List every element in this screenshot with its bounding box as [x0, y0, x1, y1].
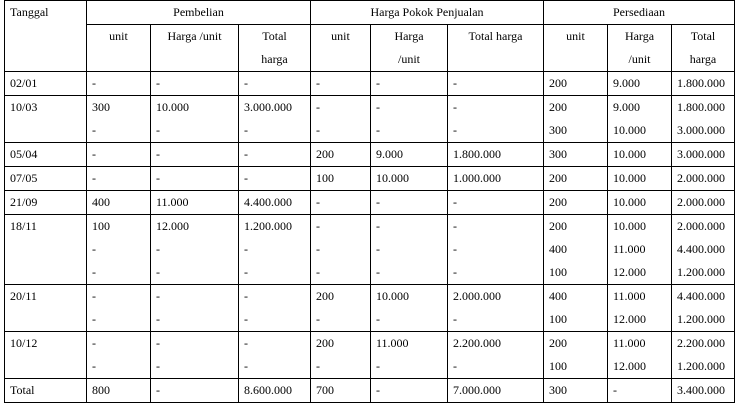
cell-pembelian-total [239, 96, 311, 143]
date-value: 10/12 [10, 336, 38, 350]
pembelian-unit-value: - [92, 76, 96, 90]
pembelian-total-value: - [244, 312, 248, 326]
pembelian-harga-value: - [156, 265, 160, 279]
cell-hpp-total [448, 379, 544, 403]
persediaan-unit-value: 300 [549, 383, 567, 397]
table-row [5, 285, 735, 332]
pembelian-total-value: - [244, 289, 248, 303]
hpp-unit-value: - [316, 123, 320, 137]
cell-persediaan-unit [544, 379, 608, 403]
header-hpp: Harga Pokok Penjualan [311, 1, 544, 25]
cell-date [5, 191, 87, 215]
cell-pembelian-harga [151, 72, 239, 96]
cell-persediaan-unit [544, 143, 608, 167]
hpp-total-value: 1.000.000 [453, 171, 501, 185]
header-row-sub [5, 25, 735, 72]
persediaan-harga-value: 9.000 [613, 76, 640, 90]
hpp-harga-value: - [376, 312, 380, 326]
persediaan-unit-value: 200 [549, 336, 567, 350]
cell-pembelian-total [239, 191, 311, 215]
cell-pembelian-harga [151, 191, 239, 215]
cell-date [5, 96, 87, 143]
cell-persediaan-unit [544, 285, 608, 332]
hpp-unit-value: 700 [316, 383, 334, 397]
cell-pembelian-unit [87, 96, 151, 143]
table-row [5, 215, 735, 285]
persediaan-total-value: 3.000.000 [677, 123, 725, 137]
hpp-harga-value: - [376, 100, 380, 114]
pembelian-unit-value: - [92, 147, 96, 161]
persediaan-unit-value: 100 [549, 265, 567, 279]
hpp-unit-value: - [316, 76, 320, 90]
persediaan-unit-value: 100 [549, 359, 567, 373]
cell-pembelian-unit [87, 332, 151, 379]
hpp-total-value: - [453, 242, 457, 256]
cell-date [5, 72, 87, 96]
persediaan-unit-value: 300 [549, 123, 567, 137]
pembelian-total-value: - [244, 242, 248, 256]
pembelian-harga-value: - [156, 383, 160, 397]
cell-pembelian-harga [151, 285, 239, 332]
persediaan-harga-value: 10.000 [613, 171, 646, 185]
persediaan-harga-value: - [613, 383, 617, 397]
ledger-body [5, 72, 735, 403]
persediaan-harga-value: 10.000 [613, 219, 646, 233]
hpp-unit-value: - [316, 312, 320, 326]
cell-date [5, 143, 87, 167]
hpp-unit-value: - [316, 359, 320, 373]
cell-hpp-unit [311, 96, 371, 143]
header-persediaan-total: Total harga [672, 25, 735, 72]
persediaan-harga-value: 10.000 [613, 147, 646, 161]
hpp-unit-value: 200 [316, 289, 334, 303]
persediaan-harga-value: 9.000 [613, 100, 640, 114]
pembelian-unit-value: - [92, 265, 96, 279]
date-value: 18/11 [10, 219, 37, 233]
pembelian-unit-value: - [92, 242, 96, 256]
persediaan-unit-value: 200 [549, 195, 567, 209]
cell-pembelian-harga [151, 167, 239, 191]
cell-persediaan-unit [544, 332, 608, 379]
hpp-harga-value: - [376, 242, 380, 256]
cell-hpp-total [448, 72, 544, 96]
header-tanggal: Tanggal [5, 1, 87, 72]
pembelian-total-value: - [244, 76, 248, 90]
hpp-total-value: - [453, 123, 457, 137]
pembelian-unit-value: - [92, 123, 96, 137]
persediaan-unit-value: 400 [549, 242, 567, 256]
persediaan-total-value: 4.400.000 [677, 289, 725, 303]
header-pembelian-harga: Harga /unit [151, 25, 239, 72]
hpp-total-value: - [453, 359, 457, 373]
cell-hpp-total [448, 332, 544, 379]
cell-persediaan-unit [544, 96, 608, 143]
hpp-unit-value: 200 [316, 147, 334, 161]
date-value: 05/04 [10, 147, 38, 161]
cell-persediaan-total [672, 143, 735, 167]
cell-date [5, 215, 87, 285]
pembelian-unit-value: 800 [92, 383, 110, 397]
pembelian-total-value: - [244, 359, 248, 373]
cell-pembelian-harga [151, 379, 239, 403]
cell-date [5, 379, 87, 403]
cell-hpp-unit [311, 167, 371, 191]
cell-pembelian-harga [151, 332, 239, 379]
persediaan-harga-value: 11.000 [613, 336, 646, 350]
date-value: 02/01 [10, 76, 38, 90]
cell-hpp-unit [311, 143, 371, 167]
cell-persediaan-harga [608, 285, 672, 332]
cell-hpp-total [448, 215, 544, 285]
pembelian-unit-value: 300 [92, 100, 110, 114]
cell-pembelian-unit [87, 72, 151, 96]
table-row [5, 191, 735, 215]
persediaan-total-value: 2.000.000 [677, 171, 725, 185]
cell-hpp-harga [371, 379, 448, 403]
persediaan-total-value: 1.800.000 [677, 76, 725, 90]
table-row [5, 72, 735, 96]
cell-pembelian-total [239, 143, 311, 167]
cell-hpp-unit [311, 285, 371, 332]
table-row [5, 143, 735, 167]
persediaan-total-value: 1.800.000 [677, 100, 725, 114]
persediaan-unit-value: 300 [549, 147, 567, 161]
cell-hpp-harga [371, 285, 448, 332]
inventory-ledger-table [4, 0, 735, 403]
pembelian-unit-value: - [92, 359, 96, 373]
pembelian-harga-value: - [156, 312, 160, 326]
pembelian-harga-value: - [156, 242, 160, 256]
cell-hpp-harga [371, 96, 448, 143]
pembelian-unit-value: 100 [92, 219, 110, 233]
cell-pembelian-unit [87, 379, 151, 403]
date-value: 21/09 [10, 195, 38, 209]
cell-persediaan-total [672, 167, 735, 191]
cell-hpp-unit [311, 215, 371, 285]
cell-persediaan-harga [608, 167, 672, 191]
pembelian-unit-value: - [92, 312, 96, 326]
date-value: 07/05 [10, 171, 38, 185]
hpp-unit-value: - [316, 100, 320, 114]
cell-persediaan-unit [544, 191, 608, 215]
table-row [5, 167, 735, 191]
cell-pembelian-harga [151, 96, 239, 143]
persediaan-total-value: 3.400.000 [677, 383, 725, 397]
cell-pembelian-unit [87, 167, 151, 191]
hpp-harga-value: 11.000 [376, 336, 409, 350]
cell-hpp-unit [311, 72, 371, 96]
pembelian-total-value: 8.600.000 [244, 383, 292, 397]
header-persediaan: Persediaan [544, 1, 735, 25]
cell-persediaan-harga [608, 72, 672, 96]
hpp-total-value: - [453, 100, 457, 114]
hpp-unit-value: - [316, 219, 320, 233]
hpp-harga-value: - [376, 123, 380, 137]
cell-pembelian-total [239, 285, 311, 332]
cell-persediaan-total [672, 215, 735, 285]
persediaan-unit-value: 200 [549, 100, 567, 114]
cell-hpp-harga [371, 143, 448, 167]
hpp-harga-value: - [376, 383, 380, 397]
cell-persediaan-total [672, 72, 735, 96]
pembelian-total-value: - [244, 336, 248, 350]
persediaan-total-value: 2.000.000 [677, 195, 725, 209]
hpp-total-value: 2.000.000 [453, 289, 501, 303]
cell-pembelian-total [239, 379, 311, 403]
pembelian-harga-value: - [156, 123, 160, 137]
pembelian-harga-value: - [156, 76, 160, 90]
persediaan-total-value: 1.200.000 [677, 359, 725, 373]
cell-persediaan-total [672, 379, 735, 403]
cell-persediaan-harga [608, 215, 672, 285]
pembelian-unit-value: - [92, 336, 96, 350]
cell-pembelian-total [239, 332, 311, 379]
cell-persediaan-unit [544, 72, 608, 96]
header-persediaan-harga: Harga /unit [608, 25, 672, 72]
pembelian-harga-value: - [156, 336, 160, 350]
cell-hpp-harga [371, 332, 448, 379]
hpp-total-value: - [453, 265, 457, 279]
date-value: 20/11 [10, 289, 37, 303]
header-hpp-total: Total harga [448, 25, 544, 72]
pembelian-harga-value: 10.000 [156, 100, 189, 114]
persediaan-harga-value: 12.000 [613, 265, 646, 279]
header-pembelian-unit: unit [87, 25, 151, 72]
cell-persediaan-unit [544, 167, 608, 191]
cell-pembelian-total [239, 215, 311, 285]
header-hpp-harga: Harga /unit [371, 25, 448, 72]
persediaan-harga-value: 12.000 [613, 312, 646, 326]
cell-persediaan-harga [608, 379, 672, 403]
hpp-harga-value: - [376, 265, 380, 279]
cell-pembelian-harga [151, 143, 239, 167]
persediaan-harga-value: 11.000 [613, 289, 646, 303]
header-pembelian: Pembelian [87, 1, 311, 25]
cell-date [5, 332, 87, 379]
hpp-total-value: 2.200.000 [453, 336, 501, 350]
cell-hpp-harga [371, 215, 448, 285]
hpp-harga-value: 9.000 [376, 147, 403, 161]
date-value: 10/03 [10, 100, 38, 114]
persediaan-unit-value: 100 [549, 312, 567, 326]
cell-hpp-harga [371, 72, 448, 96]
hpp-harga-value: - [376, 76, 380, 90]
cell-hpp-harga [371, 167, 448, 191]
hpp-harga-value: - [376, 359, 380, 373]
hpp-total-value: - [453, 312, 457, 326]
hpp-total-value: - [453, 219, 457, 233]
hpp-total-value: - [453, 76, 457, 90]
pembelian-harga-value: - [156, 147, 160, 161]
persediaan-harga-value: 10.000 [613, 123, 646, 137]
pembelian-total-value: - [244, 171, 248, 185]
header-row-groups [5, 1, 735, 25]
persediaan-total-value: 4.400.000 [677, 242, 725, 256]
cell-pembelian-unit [87, 191, 151, 215]
pembelian-total-value: - [244, 123, 248, 137]
hpp-harga-value: - [376, 195, 380, 209]
header-pembelian-total: Total harga [239, 25, 311, 72]
cell-persediaan-total [672, 285, 735, 332]
persediaan-total-value: 1.200.000 [677, 265, 725, 279]
persediaan-total-value: 3.000.000 [677, 147, 725, 161]
hpp-unit-value: 100 [316, 171, 334, 185]
table-row [5, 96, 735, 143]
cell-hpp-harga [371, 191, 448, 215]
hpp-total-value: 7.000.000 [453, 383, 501, 397]
hpp-unit-value: 200 [316, 336, 334, 350]
pembelian-unit-value: - [92, 171, 96, 185]
cell-hpp-total [448, 285, 544, 332]
cell-hpp-total [448, 167, 544, 191]
pembelian-unit-value: 400 [92, 195, 110, 209]
cell-persediaan-total [672, 332, 735, 379]
cell-date [5, 285, 87, 332]
persediaan-total-value: 2.000.000 [677, 219, 725, 233]
hpp-total-value: - [453, 195, 457, 209]
pembelian-total-value: 3.000.000 [244, 100, 292, 114]
cell-pembelian-harga [151, 215, 239, 285]
hpp-total-value: 1.800.000 [453, 147, 501, 161]
hpp-unit-value: - [316, 242, 320, 256]
table-row [5, 379, 735, 403]
persediaan-harga-value: 12.000 [613, 359, 646, 373]
cell-pembelian-total [239, 167, 311, 191]
pembelian-harga-value: - [156, 359, 160, 373]
cell-pembelian-unit [87, 143, 151, 167]
persediaan-unit-value: 400 [549, 289, 567, 303]
persediaan-unit-value: 200 [549, 219, 567, 233]
cell-persediaan-harga [608, 191, 672, 215]
cell-hpp-unit [311, 379, 371, 403]
pembelian-total-value: 4.400.000 [244, 195, 292, 209]
cell-pembelian-unit [87, 215, 151, 285]
pembelian-total-value: - [244, 265, 248, 279]
cell-pembelian-unit [87, 285, 151, 332]
header-persediaan-unit: unit [544, 25, 608, 72]
hpp-harga-value: 10.000 [376, 171, 409, 185]
cell-persediaan-unit [544, 215, 608, 285]
pembelian-harga-value: 12.000 [156, 219, 189, 233]
cell-hpp-total [448, 191, 544, 215]
cell-hpp-total [448, 96, 544, 143]
cell-date [5, 167, 87, 191]
cell-persediaan-harga [608, 143, 672, 167]
cell-hpp-unit [311, 191, 371, 215]
cell-persediaan-total [672, 96, 735, 143]
persediaan-harga-value: 11.000 [613, 242, 646, 256]
persediaan-total-value: 2.200.000 [677, 336, 725, 350]
cell-persediaan-harga [608, 96, 672, 143]
persediaan-total-value: 1.200.000 [677, 312, 725, 326]
cell-persediaan-total [672, 191, 735, 215]
persediaan-harga-value: 10.000 [613, 195, 646, 209]
hpp-unit-value: - [316, 195, 320, 209]
pembelian-harga-value: 11.000 [156, 195, 189, 209]
hpp-harga-value: 10.000 [376, 289, 409, 303]
pembelian-total-value: - [244, 147, 248, 161]
pembelian-total-value: 1.200.000 [244, 219, 292, 233]
hpp-harga-value: - [376, 219, 380, 233]
cell-pembelian-total [239, 72, 311, 96]
header-hpp-unit: unit [311, 25, 371, 72]
hpp-unit-value: - [316, 265, 320, 279]
cell-hpp-total [448, 143, 544, 167]
pembelian-harga-value: - [156, 289, 160, 303]
date-value: Total [10, 383, 35, 397]
persediaan-unit-value: 200 [549, 76, 567, 90]
cell-hpp-unit [311, 332, 371, 379]
pembelian-harga-value: - [156, 171, 160, 185]
persediaan-unit-value: 200 [549, 171, 567, 185]
pembelian-unit-value: - [92, 289, 96, 303]
cell-persediaan-harga [608, 332, 672, 379]
table-row [5, 332, 735, 379]
